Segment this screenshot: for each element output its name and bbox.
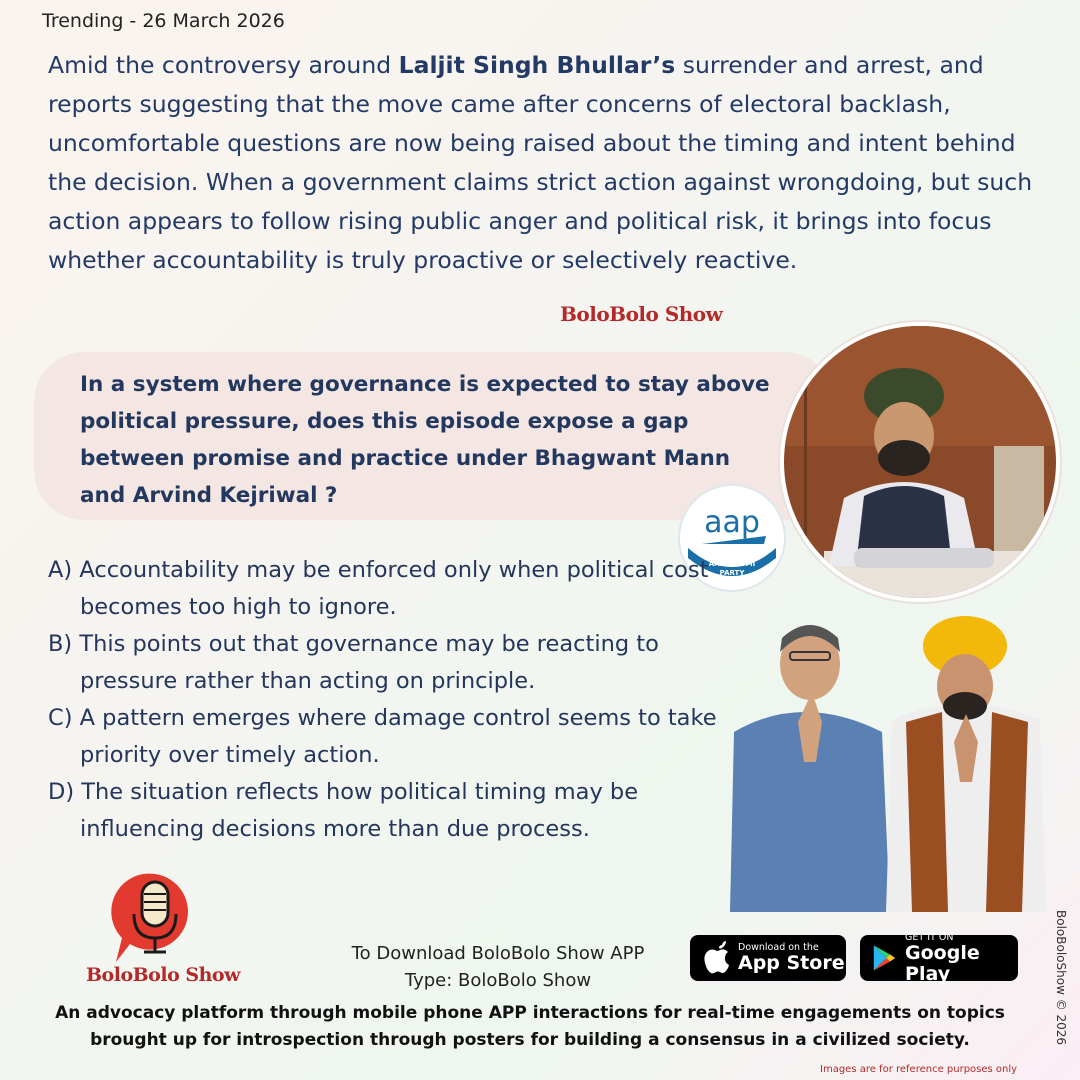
download-line1: To Download BoloBolo Show APP [351, 943, 645, 964]
option-c[interactable]: C) A pattern emerges where damage control seems to take priority over timely action. [48, 705, 717, 768]
apple-icon [702, 941, 732, 975]
leaders-illustration [722, 612, 1060, 912]
question-text: In a system where governance is expected to stay above political pressure, does this episode expose a gap between promise and practice under Bhagwant Mann and Arvind Kejriwal ? [80, 372, 770, 508]
copyright-vertical [1046, 910, 1068, 1060]
aap-party-line2: PARTY [719, 569, 745, 577]
google-play-button[interactable] [860, 931, 1018, 985]
leaders-photo [722, 612, 1060, 912]
advocacy-line1: An advocacy platform through mobile phone APP interactions for real-time engagements on topics [55, 1003, 1005, 1023]
appstore-big-label: App Store [738, 952, 845, 974]
brand-name: BoloBolo Show [86, 964, 240, 986]
download-instructions [320, 940, 676, 994]
intro-lead: Amid the controversy around [48, 51, 399, 79]
google-play-icon [872, 943, 897, 973]
mic-icon-graphic [110, 868, 200, 968]
image-disclaimer: Images are for reference purposes only [820, 1064, 1018, 1075]
intro-name: Laljit Singh Bhullar’s [398, 51, 676, 79]
option-b[interactable]: B) This points out that governance may be reacting to pressure rather than acting on principle. [48, 631, 659, 694]
play-big-label: Google Play [905, 941, 980, 985]
option-d[interactable]: D) The situation reflects how political timing may be influencing decisions more than due process. [48, 779, 639, 842]
play-small-label: GET IT ON [905, 931, 954, 943]
advocacy-text [30, 1000, 1030, 1054]
answer-options [48, 552, 748, 848]
option-a[interactable]: A) Accountability may be enforced only when political cost becomes too high to ignore. [48, 557, 709, 620]
portrait-illustration [784, 326, 1056, 598]
trending-date: Trending - 26 March 2026 [42, 10, 285, 32]
portrait-photo [780, 322, 1060, 602]
intro-paragraph [48, 46, 1048, 280]
intro-rest: surrender and arrest, and reports suggesting that the move came after concerns of electoral backlash, uncomfortable questions are now being raised about the timing and intent behind the decision. When a government claims strict action against wrongdoing, but such action appears to follow rising public anger and political risk, it brings into focus whether accountability is truly proactive or selectively reactive. [48, 51, 1033, 274]
aap-logo-text: aap [704, 505, 760, 540]
advocacy-line2: brought up for introspection through posters for building a consensus in a civilized society. [90, 1030, 970, 1050]
appstore-small-label: Download on the [738, 942, 819, 953]
watermark: BoloBolo Show [560, 302, 723, 326]
copyright-text: BoloBoloShow © 2026 [1054, 910, 1068, 1046]
download-line2: Type: BoloBolo Show [404, 970, 592, 991]
app-store-button[interactable] [690, 935, 846, 981]
aap-party-line1: AAM AADMI [708, 560, 756, 568]
podcast-mic-icon [110, 868, 200, 968]
